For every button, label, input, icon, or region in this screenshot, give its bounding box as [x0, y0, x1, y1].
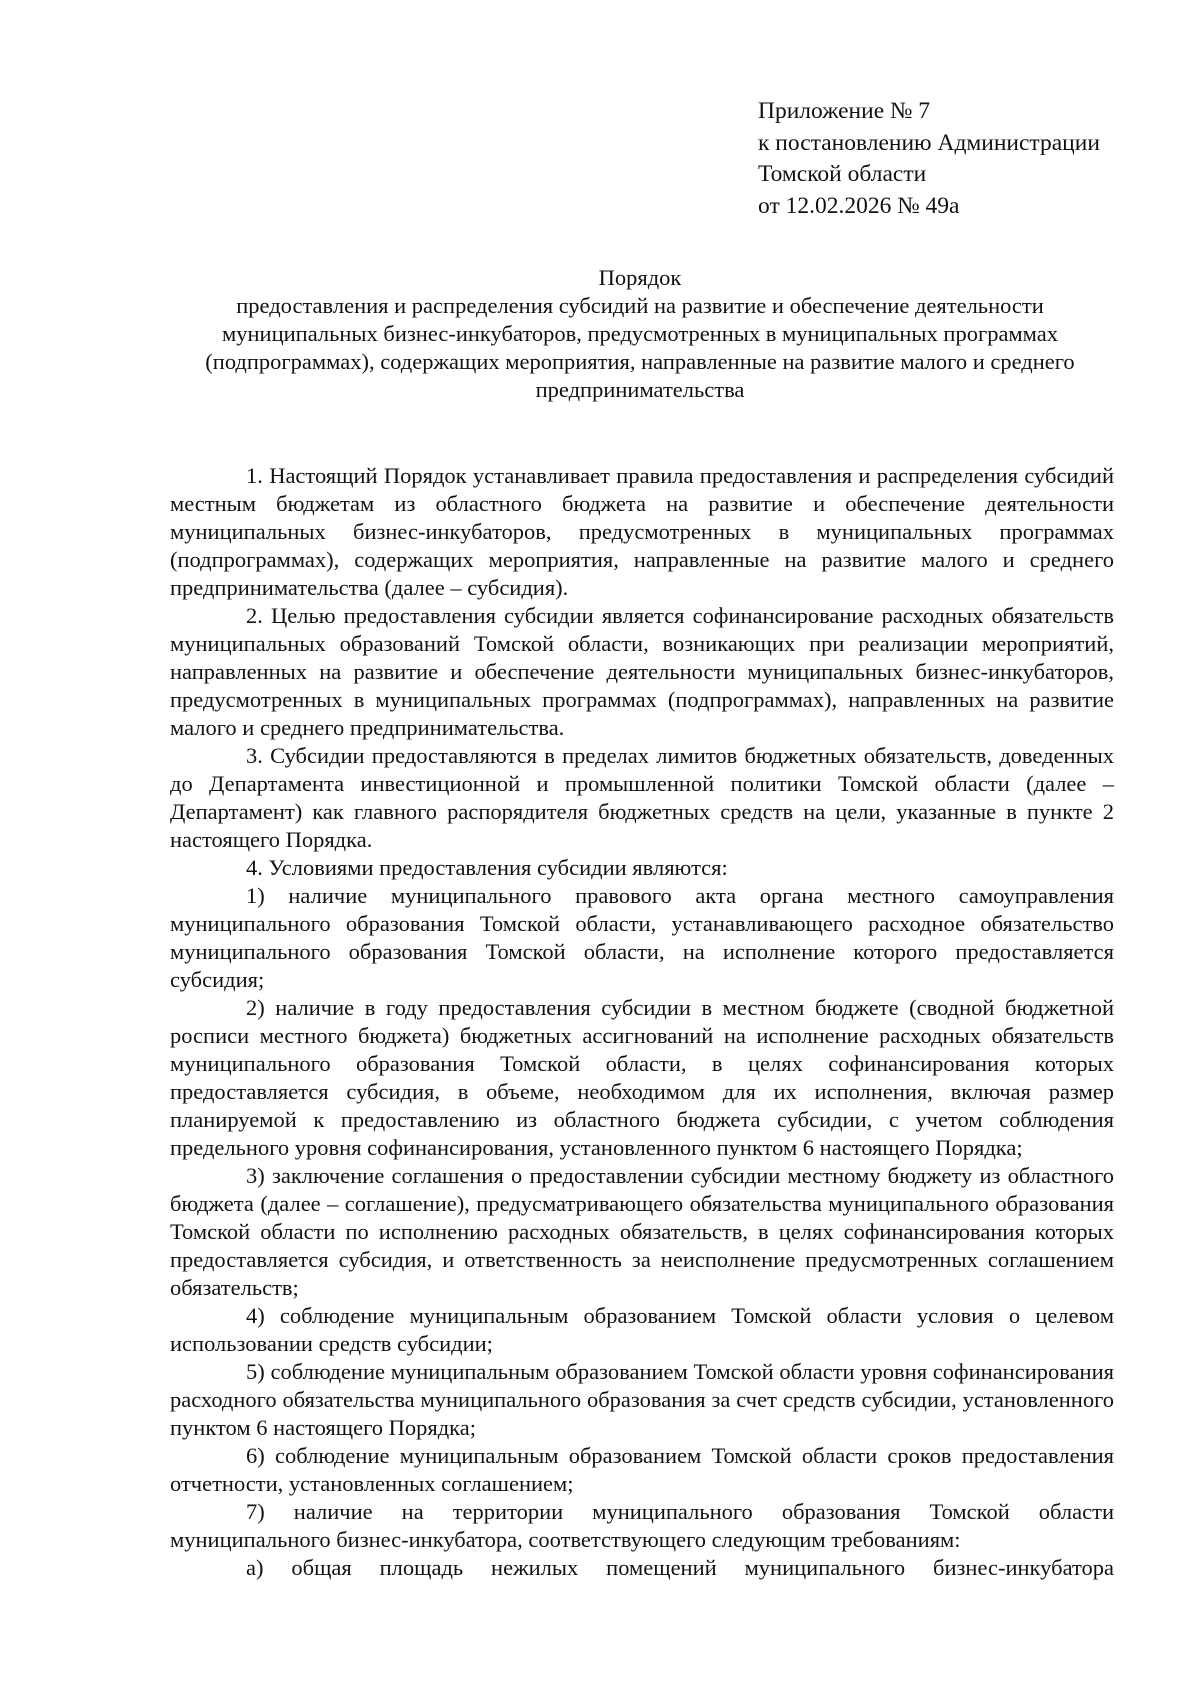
paragraph-4-item-6: 6) соблюдение муниципальным образованием Томской области сроков предоставления отчетности, установленных соглашением; — [170, 1443, 1114, 1496]
title-heading: Порядок — [598, 265, 682, 290]
paragraph-4-item-1: 1) наличие муниципального правового акта органа местного самоуправления муниципального образования Томской области, устанавливающего расходное обязательство муниципального образования Томской области, на исполнение которого предоставляется субсидия; — [170, 883, 1114, 992]
paragraph-2: 2. Целью предоставления субсидии является софинансирование расходных обязательств муниципальных образований Томской области, возникающих при реализации мероприятий, направленных на развитие и обеспечение деятельности муниципальных бизнес-инкубаторов, предусмотренных в муниципальных программах (подпрограммах), направленных на развитие малого и среднего предпринимательства. — [170, 603, 1114, 740]
paragraph-4-item-7: 7) наличие на территории муниципального образования Томской области муниципального бизнес-инкубатора, соответствующего следующим требованиям: — [170, 1499, 1114, 1552]
paragraph-4-item-4: 4) соблюдение муниципальным образованием Томской области условия о целевом использовании средств субсидии; — [170, 1303, 1114, 1356]
paragraph-1: 1. Настоящий Порядок устанавливает правила предоставления и распределения субсидий местным бюджетам из областного бюджета на развитие и обеспечение деятельности муниципальных бизнес-инкубаторов, предусмотренных в муниципальных программах (подпрограммах), содержащих мероприятия, направленные на развитие малого и среднего предпринимательства (далее – субсидия). — [170, 463, 1114, 600]
title-subtitle: предоставления и распределения субсидий на развитие и обеспечение деятельности муниципальных бизнес-инкубаторов, предусмотренных в муниципальных программах (подпрограммах), содержащих мероприятия, направленные на развитие малого и среднего предпринимательства — [205, 293, 1075, 402]
document-body — [170, 462, 1114, 1582]
paragraph-4-item-7a: а) общая площадь нежилых помещений муниципального бизнес-инкубатора — [246, 1555, 1114, 1580]
appendix-block — [758, 96, 1100, 222]
document-title — [170, 264, 1110, 404]
appendix-line-2: к постановлению Администрации — [758, 129, 1100, 156]
appendix-line-4: от 12.02.2026 № 49а — [758, 192, 960, 219]
paragraph-4-item-2: 2) наличие в году предоставления субсидии в местном бюджете (сводной бюджетной росписи местного бюджета) бюджетных ассигнований на исполнение расходных обязательств муниципального образования Томской области, в целях софинансирования которых предоставляется субсидия, в объеме, необходимом для их исполнения, включая размер планируемой к предоставлению из областного бюджета субсидии, с учетом соблюдения предельного уровня софинансирования, установленного пунктом 6 настоящего Порядка; — [170, 995, 1114, 1160]
paragraph-4-item-5: 5) соблюдение муниципальным образованием Томской области уровня софинансирования расходного обязательства муниципального образования за счет средств субсидии, установленного пунктом 6 настоящего Порядка; — [170, 1359, 1114, 1440]
paragraph-3: 3. Субсидии предоставляются в пределах лимитов бюджетных обязательств, доведенных до Департамента инвестиционной и промышленной политики Томской области (далее – Департамент) как главного распорядителя бюджетных средств на цели, указанные в пункте 2 настоящего Порядка. — [170, 743, 1114, 852]
paragraph-4-item-3: 3) заключение соглашения о предоставлении субсидии местному бюджету из областного бюджета (далее – соглашение), предусматривающего обязательства муниципального образования Томской области по исполнению расходных обязательств, в целях софинансирования которых предоставляется субсидия, и ответственность за неисполнение предусмотренных соглашением обязательств; — [170, 1163, 1114, 1300]
paragraph-4: 4. Условиями предоставления субсидии являются: — [246, 855, 728, 880]
appendix-line-1: Приложение № 7 — [758, 98, 931, 124]
appendix-line-3: Томской области — [758, 161, 927, 187]
